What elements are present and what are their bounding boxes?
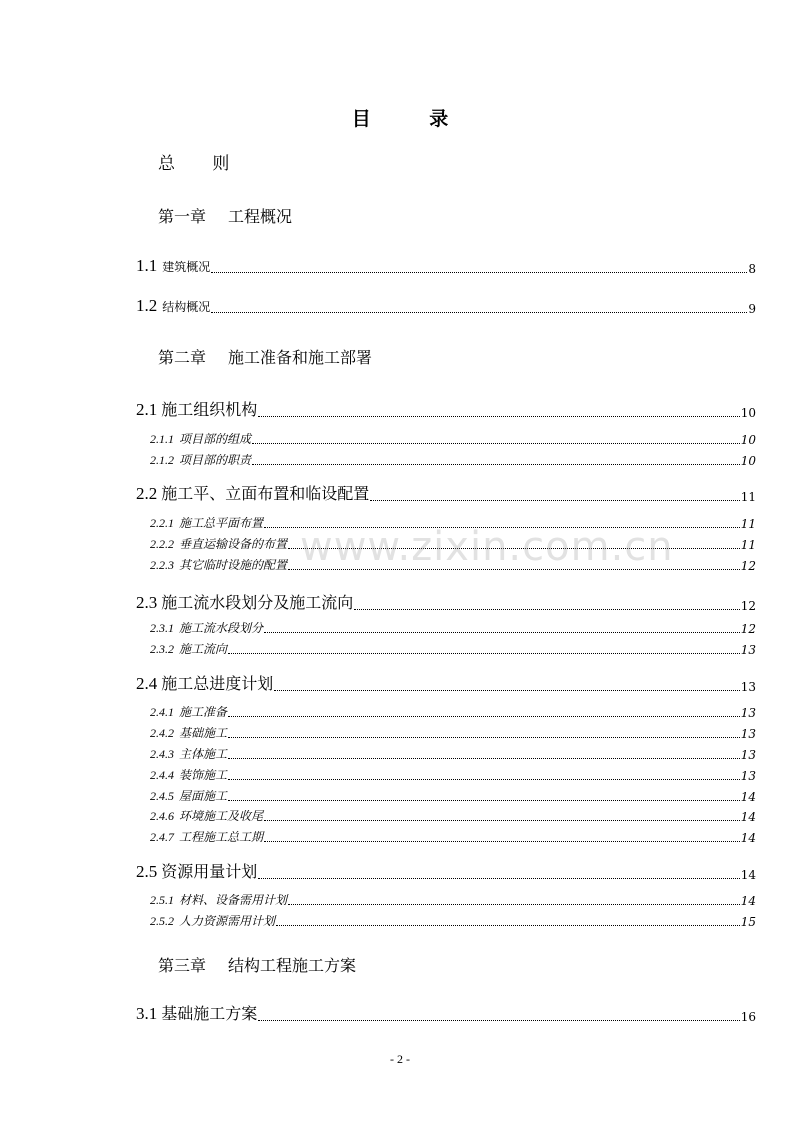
entry-page: 8 bbox=[748, 262, 756, 276]
entry-number: 1.1 bbox=[136, 256, 158, 275]
toc-entry[interactable] bbox=[150, 787, 756, 804]
dot-leader bbox=[288, 547, 740, 549]
chapter-3-heading bbox=[158, 953, 356, 976]
preface-heading: 总 则 bbox=[158, 154, 246, 174]
entry-page: 12 bbox=[740, 559, 756, 573]
entry-text: 项目部的组成 bbox=[179, 432, 252, 446]
toc-entry[interactable] bbox=[150, 430, 756, 447]
entry-page: 16 bbox=[740, 1010, 756, 1024]
entry-text: 基础施工方案 bbox=[161, 1004, 258, 1023]
toc-entry[interactable] bbox=[136, 671, 756, 694]
entry-text: 建筑概况 bbox=[162, 260, 211, 274]
entry-number: 2.1 bbox=[136, 400, 158, 419]
entry-page: 13 bbox=[740, 769, 756, 783]
entry-page: 13 bbox=[740, 727, 756, 741]
dot-leader bbox=[264, 631, 740, 633]
toc-entry[interactable] bbox=[136, 481, 756, 504]
entry-number: 2.4.4 bbox=[150, 768, 174, 782]
dot-leader bbox=[228, 799, 740, 801]
toc-entry[interactable] bbox=[150, 619, 756, 636]
entry-number: 2.4.5 bbox=[150, 789, 174, 803]
toc-entry[interactable] bbox=[136, 590, 756, 613]
entry-number: 2.4.6 bbox=[150, 809, 174, 823]
chapter-2-heading bbox=[158, 345, 372, 368]
dot-leader bbox=[228, 757, 740, 759]
entry-number: 1.2 bbox=[136, 296, 158, 315]
entry-page: 10 bbox=[740, 433, 756, 447]
chapter-number: 第一章 bbox=[158, 207, 207, 226]
entry-page: 14 bbox=[740, 894, 756, 908]
entry-number: 2.2.3 bbox=[150, 558, 174, 572]
toc-entry[interactable] bbox=[150, 556, 756, 573]
dot-leader bbox=[274, 689, 739, 691]
dot-leader bbox=[370, 499, 739, 501]
entry-text: 资源用量计划 bbox=[161, 862, 258, 881]
entry-text: 项目部的职责 bbox=[179, 453, 252, 467]
dot-leader bbox=[276, 924, 740, 926]
entry-text: 施工平、立面布置和临设配置 bbox=[161, 484, 370, 503]
entry-number: 2.1.2 bbox=[150, 453, 174, 467]
toc-entry[interactable] bbox=[136, 1001, 756, 1024]
toc-entry[interactable] bbox=[136, 256, 756, 276]
toc-entry[interactable] bbox=[150, 891, 756, 908]
toc-entry[interactable] bbox=[150, 807, 756, 824]
entry-text: 施工组织机构 bbox=[161, 400, 258, 419]
entry-text: 屋面施工 bbox=[179, 789, 228, 803]
dot-leader bbox=[258, 415, 739, 417]
entry-page: 14 bbox=[740, 810, 756, 824]
dot-leader bbox=[228, 652, 740, 654]
entry-number: 2.1.1 bbox=[150, 432, 174, 446]
entry-number: 2.4.2 bbox=[150, 726, 174, 740]
toc-entry[interactable] bbox=[150, 828, 756, 845]
chapter-number: 第二章 bbox=[158, 348, 207, 367]
toc-entry[interactable] bbox=[136, 296, 756, 316]
dot-leader bbox=[258, 1019, 739, 1021]
dot-leader bbox=[264, 526, 740, 528]
entry-number: 2.5 bbox=[136, 862, 158, 881]
entry-text: 施工总平面布置 bbox=[179, 516, 264, 530]
toc-entry[interactable] bbox=[150, 766, 756, 783]
dot-leader bbox=[264, 819, 740, 821]
entry-number: 2.3 bbox=[136, 593, 158, 612]
dot-leader bbox=[228, 736, 740, 738]
entry-number: 2.5.1 bbox=[150, 893, 174, 907]
dot-leader bbox=[258, 877, 739, 879]
entry-page: 14 bbox=[740, 868, 756, 882]
page-number: - 2 - bbox=[390, 1052, 410, 1066]
entry-text: 结构概况 bbox=[162, 300, 211, 314]
entry-page: 13 bbox=[740, 706, 756, 720]
entry-text: 工程施工总工期 bbox=[179, 830, 264, 844]
entry-page: 10 bbox=[740, 454, 756, 468]
entry-number: 2.5.2 bbox=[150, 914, 174, 928]
entry-page: 11 bbox=[740, 517, 756, 531]
entry-text: 垂直运输设备的布置 bbox=[179, 537, 288, 551]
entry-text: 施工总进度计划 bbox=[161, 674, 274, 693]
toc-entry[interactable] bbox=[150, 514, 756, 531]
entry-text: 施工流水段划分及施工流向 bbox=[161, 593, 354, 612]
toc-entry[interactable] bbox=[150, 703, 756, 720]
entry-text: 材料、设备需用计划 bbox=[179, 893, 288, 907]
toc-entry[interactable] bbox=[136, 859, 756, 882]
toc-entry[interactable] bbox=[150, 912, 756, 929]
entry-number: 2.4.1 bbox=[150, 705, 174, 719]
entry-number: 2.4.3 bbox=[150, 747, 174, 761]
toc-entry[interactable] bbox=[150, 451, 756, 468]
entry-number: 2.4 bbox=[136, 674, 158, 693]
entry-text: 施工流水段划分 bbox=[179, 621, 264, 635]
toc-entry[interactable] bbox=[150, 724, 756, 741]
chapter-1-heading bbox=[158, 204, 292, 227]
entry-number: 2.4.7 bbox=[150, 830, 174, 844]
dot-leader bbox=[288, 903, 740, 905]
toc-entry[interactable] bbox=[136, 397, 756, 420]
chapter-title: 施工准备和施工部署 bbox=[228, 348, 373, 367]
dot-leader bbox=[252, 463, 740, 465]
entry-number: 2.2.1 bbox=[150, 516, 174, 530]
entry-page: 15 bbox=[740, 915, 756, 929]
entry-page: 13 bbox=[740, 748, 756, 762]
entry-number: 2.3.2 bbox=[150, 642, 174, 656]
entry-text: 环境施工及收尾 bbox=[179, 809, 264, 823]
chapter-title: 工程概况 bbox=[228, 207, 293, 226]
entry-number: 2.3.1 bbox=[150, 621, 174, 635]
chapter-number: 第三章 bbox=[158, 956, 207, 975]
entry-page: 14 bbox=[740, 831, 756, 845]
watermark: www.zixin.com.cn bbox=[300, 524, 674, 570]
dot-leader bbox=[252, 442, 740, 444]
dot-leader bbox=[211, 271, 747, 273]
dot-leader bbox=[228, 778, 740, 780]
dot-leader bbox=[288, 568, 740, 570]
dot-leader bbox=[264, 840, 740, 842]
entry-number: 3.1 bbox=[136, 1004, 158, 1023]
entry-number: 2.2.2 bbox=[150, 537, 174, 551]
entry-text: 装饰施工 bbox=[179, 768, 228, 782]
dot-leader bbox=[211, 311, 747, 313]
entry-page: 11 bbox=[740, 490, 756, 504]
dot-leader bbox=[228, 715, 740, 717]
entry-number: 2.2 bbox=[136, 484, 158, 503]
toc-entry[interactable] bbox=[150, 745, 756, 762]
toc-title: 目 录 bbox=[351, 108, 475, 130]
entry-text: 主体施工 bbox=[179, 747, 228, 761]
entry-text: 施工准备 bbox=[179, 705, 228, 719]
entry-text: 基础施工 bbox=[179, 726, 228, 740]
entry-text: 人力资源需用计划 bbox=[179, 914, 276, 928]
entry-page: 11 bbox=[740, 538, 756, 552]
entry-page: 12 bbox=[740, 622, 756, 636]
entry-page: 14 bbox=[740, 790, 756, 804]
dot-leader bbox=[354, 608, 739, 610]
entry-text: 其它临时设施的配置 bbox=[179, 558, 288, 572]
toc-entry[interactable] bbox=[150, 640, 756, 657]
entry-text: 施工流向 bbox=[179, 642, 228, 656]
toc-entry[interactable] bbox=[150, 535, 756, 552]
entry-page: 13 bbox=[740, 643, 756, 657]
chapter-title: 结构工程施工方案 bbox=[228, 956, 357, 975]
entry-page: 13 bbox=[740, 680, 756, 694]
entry-page: 10 bbox=[740, 406, 756, 420]
entry-page: 9 bbox=[748, 302, 756, 316]
entry-page: 12 bbox=[740, 599, 756, 613]
